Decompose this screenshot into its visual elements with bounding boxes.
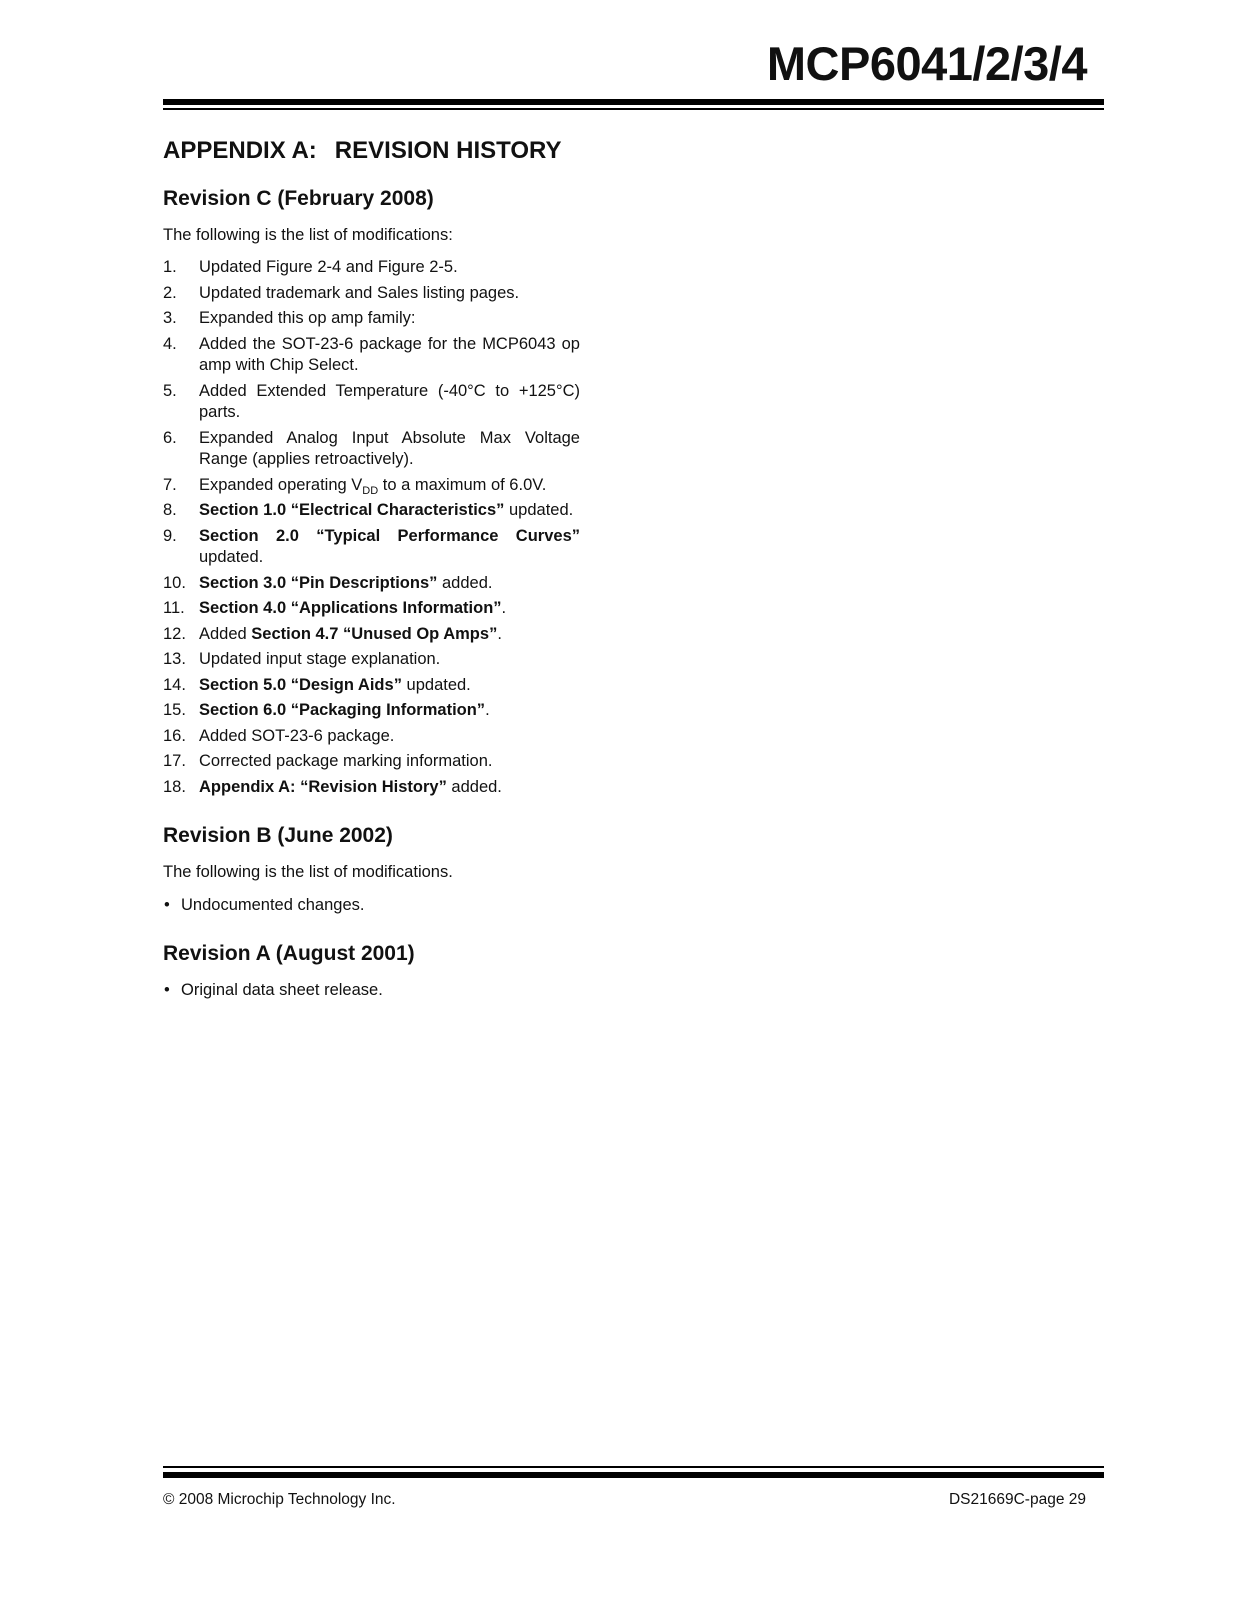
list-item xyxy=(163,598,580,620)
list-item-reference: Section 4.7 “Unused Op Amps” xyxy=(251,624,498,643)
revision-a-heading: Revision A (August 2001) xyxy=(163,942,415,965)
list-item xyxy=(163,500,580,522)
list-item xyxy=(163,700,580,722)
list-item-text: updated. xyxy=(199,548,264,566)
list-item xyxy=(163,573,580,595)
list-item xyxy=(163,649,580,671)
list-item-reference: Section 3.0 “Pin Descriptions” xyxy=(199,573,438,592)
list-item-text: updated. xyxy=(504,501,574,519)
list-item-number: 1. xyxy=(163,258,177,276)
list-item-text: . xyxy=(485,701,490,719)
list-item xyxy=(163,334,580,377)
list-item-text: Added SOT-23-6 package. xyxy=(199,726,395,745)
list-item xyxy=(163,979,580,1001)
list-item-number: 10. xyxy=(163,573,186,592)
main-content xyxy=(163,137,580,1001)
list-item-number: 8. xyxy=(163,501,177,519)
appendix-heading xyxy=(163,137,580,165)
list-item-text: Expanded Analog Input Absolute Max Voltage Range (applies retroactively). xyxy=(199,428,580,468)
list-item-text: Expanded this op amp family: xyxy=(199,309,416,327)
list-item-reference: Section 6.0 “Packaging Information” xyxy=(199,701,486,719)
revision-c-intro: The following is the list of modifications: xyxy=(163,226,453,244)
list-item-number: 16. xyxy=(163,726,186,745)
document-title: MCP6041/2/3/4 xyxy=(766,37,1087,90)
revision-c-heading: Revision C (February 2008) xyxy=(163,187,434,210)
list-item-text: . xyxy=(497,624,502,643)
list-item xyxy=(163,777,580,799)
list-item-text: to a maximum of 6.0V. xyxy=(378,475,547,494)
copyright-text: © 2008 Microchip Technology Inc. xyxy=(163,1491,396,1508)
list-item-reference: Section 1.0 “Electrical Characteristics” xyxy=(199,501,505,519)
header-rule-thin xyxy=(163,108,1104,110)
list-item-reference: Section 5.0 “Design Aids” xyxy=(199,675,402,694)
list-item-number: 14. xyxy=(163,675,186,694)
list-item xyxy=(163,428,580,471)
revision-b-intro: The following is the list of modifications. xyxy=(163,863,453,881)
list-item xyxy=(163,475,580,497)
footer-rule-thin xyxy=(163,1466,1104,1468)
list-item-number: 2. xyxy=(163,283,177,302)
list-item-number: 9. xyxy=(163,526,177,545)
list-item-number: 11. xyxy=(163,599,185,617)
bullet-icon: • xyxy=(164,896,170,914)
list-item-text: Updated Figure 2-4 and Figure 2-5. xyxy=(199,258,458,276)
list-item-text: Expanded operating V xyxy=(199,475,363,494)
list-item xyxy=(163,526,580,569)
list-item-text: Corrected package marking information. xyxy=(199,752,493,770)
list-item-subscript: DD xyxy=(362,484,379,497)
list-item-text: Updated trademark and Sales listing pages. xyxy=(199,283,520,302)
appendix-label: APPENDIX A: xyxy=(163,137,317,164)
footer-rule-thick xyxy=(163,1472,1104,1478)
list-item-number: 3. xyxy=(163,309,177,327)
list-item-text: updated. xyxy=(401,675,471,694)
list-item-reference: Section 4.0 “Applications Information” xyxy=(199,599,502,617)
list-item-text: Updated input stage explanation. xyxy=(199,650,441,668)
list-item xyxy=(163,624,580,646)
revision-b-heading: Revision B (June 2002) xyxy=(163,824,393,847)
list-item-number: 13. xyxy=(163,650,186,668)
list-item-number: 15. xyxy=(163,701,186,719)
list-item-text: Added xyxy=(199,624,252,643)
list-item-number: 4. xyxy=(163,334,177,353)
list-item-number: 7. xyxy=(163,475,177,494)
list-item-reference: Appendix A: “Revision History” xyxy=(199,777,447,796)
list-item-number: 18. xyxy=(163,777,186,796)
list-item-text: added. xyxy=(446,777,502,796)
bullet-text: Undocumented changes. xyxy=(181,896,365,914)
list-item-number: 12. xyxy=(163,624,186,643)
list-item-text: added. xyxy=(437,573,493,592)
list-item-number: 5. xyxy=(163,381,177,400)
list-item xyxy=(163,894,580,916)
revision-c-list xyxy=(163,257,580,798)
header-rule-thick xyxy=(163,99,1104,105)
list-item-text: Added the SOT-23-6 package for the MCP6043 op amp with Chip Select. xyxy=(199,334,580,374)
list-item-number: 6. xyxy=(163,428,177,447)
page-number: DS21669C-page 29 xyxy=(948,1491,1086,1508)
revision-b-list xyxy=(163,894,580,916)
list-item-number: 17. xyxy=(163,752,186,770)
list-item xyxy=(163,257,580,279)
list-item xyxy=(163,308,580,330)
list-item xyxy=(163,675,580,697)
list-item xyxy=(163,726,580,748)
revision-a-list xyxy=(163,979,580,1001)
list-item-text: . xyxy=(501,599,507,617)
list-item xyxy=(163,381,580,424)
list-item xyxy=(163,751,580,773)
appendix-title: REVISION HISTORY xyxy=(334,137,562,164)
list-item-text: Added Extended Temperature (-40°C to +125°C) parts. xyxy=(199,381,580,421)
list-item xyxy=(163,283,580,305)
bullet-icon: • xyxy=(164,981,170,999)
bullet-text: Original data sheet release. xyxy=(181,981,383,999)
list-item-reference: Section 2.0 “Typical Performance Curves” xyxy=(199,526,580,545)
